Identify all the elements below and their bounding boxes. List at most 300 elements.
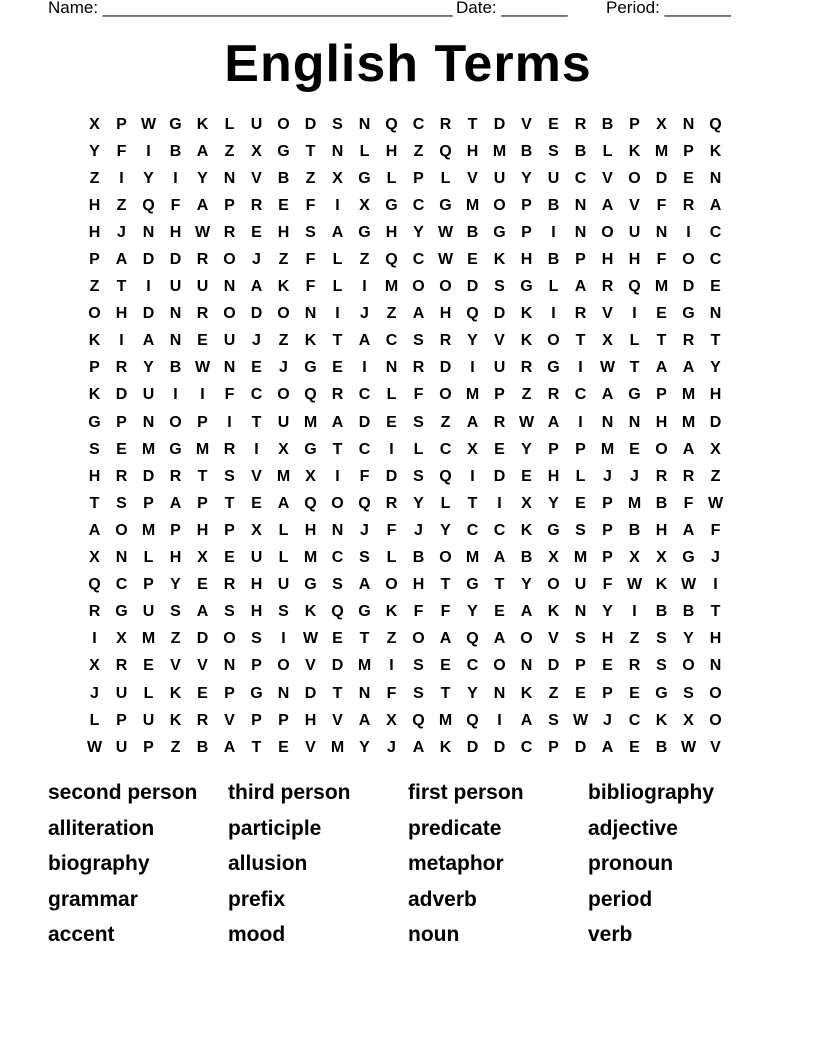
grid-letter: A [682, 359, 695, 377]
grid-letter: M [141, 521, 156, 539]
grid-letter: J [387, 738, 396, 756]
grid-letter: T [710, 603, 721, 621]
grid-letter: N [331, 142, 344, 160]
grid-letter: G [439, 196, 452, 214]
word-bank-item: participle [228, 816, 322, 840]
grid-letter: L [548, 278, 559, 296]
grid-letter: U [169, 278, 182, 296]
grid-letter: G [277, 142, 290, 160]
grid-letter: D [385, 467, 398, 485]
grid-letter: P [683, 142, 694, 160]
grid-letter: H [709, 386, 722, 404]
grid-letter: A [601, 386, 614, 404]
grid-letter: W [194, 359, 211, 377]
grid-letter: O [493, 657, 506, 675]
grid-letter: D [115, 386, 128, 404]
word-bank [48, 777, 768, 955]
grid-letter: D [493, 738, 506, 756]
grid-letter: O [331, 494, 344, 512]
grid-letter: J [603, 467, 612, 485]
grid-letter: M [141, 630, 156, 648]
grid-letter: R [682, 332, 695, 350]
grid-letter: O [439, 386, 452, 404]
grid-letter: V [602, 169, 613, 187]
grid-letter: E [251, 223, 262, 241]
grid-letter: P [602, 684, 613, 702]
grid-letter: B [547, 196, 560, 214]
grid-letter: P [224, 521, 235, 539]
grid-letter: U [277, 413, 290, 431]
grid-letter: V [251, 169, 262, 187]
grid-letter: L [278, 521, 289, 539]
grid-row [81, 219, 729, 246]
grid-letter: E [197, 684, 208, 702]
grid-letter: K [169, 711, 182, 729]
grid-letter: Z [521, 386, 532, 404]
grid-letter: V [629, 196, 640, 214]
grid-letter: X [305, 467, 316, 485]
grid-letter: G [304, 576, 317, 594]
grid-letter: T [629, 359, 640, 377]
grid-letter: I [389, 657, 394, 675]
grid-letter: O [88, 305, 101, 323]
grid-letter: A [574, 278, 587, 296]
grid-letter: U [223, 332, 236, 350]
grid-letter: O [223, 305, 236, 323]
grid-letter: U [142, 603, 155, 621]
grid-letter: U [574, 576, 587, 594]
grid-letter: L [224, 115, 235, 133]
grid-letter: T [305, 142, 316, 160]
grid-letter: K [655, 711, 668, 729]
word-bank-item: noun [408, 923, 460, 946]
grid-letter: P [224, 196, 235, 214]
grid-letter: D [439, 359, 452, 377]
grid-letter: H [601, 630, 614, 648]
grid-letter: N [331, 521, 344, 539]
grid-letter: E [575, 494, 586, 512]
grid-letter: C [412, 251, 425, 269]
grid-letter: E [224, 549, 235, 567]
grid-letter: A [493, 630, 506, 648]
grid-letter: M [654, 142, 669, 160]
grid-letter: G [628, 386, 641, 404]
grid-letter: W [680, 738, 697, 756]
grid-letter: O [412, 278, 425, 296]
grid-letter: P [521, 223, 532, 241]
grid-letter: E [494, 440, 505, 458]
grid-letter: B [628, 521, 641, 539]
grid-letter: Q [466, 305, 479, 323]
grid-letter: D [196, 630, 209, 648]
grid-letter: C [466, 521, 479, 539]
grid-letter: I [254, 440, 259, 458]
grid-letter: S [332, 576, 343, 594]
grid-letter: Y [467, 332, 478, 350]
grid-letter: D [169, 251, 182, 269]
grid-letter: H [250, 576, 263, 594]
grid-letter: L [386, 549, 397, 567]
word-bank-item: prefix [228, 887, 286, 911]
grid-letter: A [331, 223, 344, 241]
word-bank-item: bibliography [588, 781, 714, 804]
grid-letter: O [277, 115, 290, 133]
grid-letter: K [88, 386, 101, 404]
grid-letter: R [412, 359, 425, 377]
grid-letter: P [143, 576, 154, 594]
grid-letter: U [493, 359, 506, 377]
grid-row [81, 734, 729, 761]
grid-letter: I [119, 332, 124, 350]
grid-letter: R [439, 115, 452, 133]
grid-letter: F [305, 196, 316, 214]
grid-letter: F [602, 576, 613, 594]
grid-letter: I [146, 142, 151, 160]
grid-letter: X [467, 440, 478, 458]
grid-letter: Z [548, 684, 559, 702]
grid-letter: B [547, 251, 560, 269]
grid-letter: P [197, 494, 208, 512]
grid-letter: F [440, 603, 451, 621]
grid-letter: I [497, 494, 502, 512]
grid-letter: R [547, 386, 560, 404]
grid-letter: T [359, 630, 370, 648]
grid-letter: H [196, 521, 209, 539]
grid-letter: J [414, 521, 423, 539]
grid-letter: C [331, 549, 344, 567]
grid-letter: X [197, 549, 208, 567]
grid-letter: R [223, 223, 236, 241]
grid-letter: E [278, 196, 289, 214]
grid-letter: M [303, 549, 318, 567]
grid-letter: Q [439, 142, 452, 160]
grid-letter: H [88, 467, 101, 485]
grid-letter: K [277, 278, 290, 296]
grid-letter: S [413, 413, 424, 431]
grid-letter: G [250, 684, 263, 702]
grid-letter: X [359, 196, 370, 214]
grid-letter: R [223, 576, 236, 594]
grid-letter: E [467, 251, 478, 269]
grid-letter: G [466, 576, 479, 594]
grid-letter: Y [197, 169, 208, 187]
grid-letter: A [682, 440, 695, 458]
grid-letter: B [412, 549, 425, 567]
grid-letter: K [196, 115, 209, 133]
grid-letter: O [628, 169, 641, 187]
grid-letter: R [196, 711, 209, 729]
grid-letter: A [277, 494, 290, 512]
grid-letter: O [412, 630, 425, 648]
grid-letter: D [547, 657, 560, 675]
grid-letter: X [89, 657, 100, 675]
grid-letter: G [655, 684, 668, 702]
grid-letter: Z [170, 630, 181, 648]
grid-letter: N [223, 169, 236, 187]
grid-letter: D [331, 657, 344, 675]
grid-letter: B [277, 169, 290, 187]
grid-letter: W [437, 223, 454, 241]
grid-letter: R [115, 359, 128, 377]
grid-letter: I [578, 359, 583, 377]
grid-letter: F [359, 467, 370, 485]
grid-letter: I [713, 576, 718, 594]
word-bank-item: period [588, 887, 653, 911]
grid-letter: O [277, 305, 290, 323]
grid-row [81, 463, 729, 490]
grid-letter: G [88, 413, 101, 431]
grid-letter: U [250, 549, 263, 567]
grid-letter: U [547, 169, 560, 187]
grid-letter: I [173, 169, 178, 187]
grid-letter: N [709, 657, 722, 675]
grid-letter: E [575, 684, 586, 702]
grid-letter: G [682, 549, 695, 567]
grid-letter: P [548, 738, 559, 756]
grid-row [81, 382, 729, 409]
grid-letter: A [547, 413, 560, 431]
grid-letter: Q [628, 278, 641, 296]
grid-letter: H [385, 142, 398, 160]
grid-letter: P [656, 386, 667, 404]
grid-letter: N [169, 332, 182, 350]
grid-letter: L [440, 494, 451, 512]
word-bank-item: accent [48, 923, 115, 946]
grid-letter: O [547, 576, 560, 594]
grid-letter: T [332, 684, 343, 702]
grid-letter: F [413, 386, 424, 404]
grid-letter: H [466, 142, 479, 160]
grid-letter: R [655, 467, 668, 485]
grid-letter: M [573, 549, 588, 567]
grid-letter: A [88, 521, 101, 539]
grid-letter: Q [358, 494, 371, 512]
grid-letter: O [682, 657, 695, 675]
grid-letter: K [169, 684, 182, 702]
grid-letter: P [575, 440, 586, 458]
grid-letter: R [88, 603, 101, 621]
grid-letter: Z [386, 305, 397, 323]
grid-letter: E [710, 278, 721, 296]
grid-letter: M [465, 196, 480, 214]
grid-letter: X [251, 521, 262, 539]
grid-letter: K [439, 738, 452, 756]
grid-letter: F [656, 196, 667, 214]
grid-letter: V [197, 657, 208, 675]
grid-letter: O [520, 630, 533, 648]
grid-letter: R [574, 115, 587, 133]
grid-letter: H [439, 305, 452, 323]
grid-letter: X [332, 169, 343, 187]
grid-letter: N [142, 223, 155, 241]
grid-letter: P [89, 359, 100, 377]
grid-letter: D [142, 467, 155, 485]
grid-letter: D [709, 413, 722, 431]
grid-letter: W [86, 738, 103, 756]
grid-row [81, 490, 729, 517]
grid-letter: T [332, 332, 343, 350]
grid-letter: L [440, 169, 451, 187]
grid-letter: S [548, 711, 559, 729]
grid-letter: V [467, 169, 478, 187]
grid-letter: P [224, 684, 235, 702]
grid-letter: R [331, 386, 344, 404]
grid-letter: I [173, 386, 178, 404]
grid-row [81, 111, 729, 138]
grid-letter: S [575, 521, 586, 539]
grid-letter: G [169, 115, 182, 133]
grid-letter: I [92, 630, 97, 648]
grid-letter: W [599, 359, 616, 377]
grid-letter: B [655, 494, 668, 512]
grid-letter: D [466, 278, 479, 296]
grid-letter: P [89, 251, 100, 269]
word-search-grid [81, 111, 729, 761]
word-bank-item: second person [48, 781, 198, 804]
grid-letter: X [656, 549, 667, 567]
grid-row [81, 138, 729, 165]
grid-letter: V [251, 467, 262, 485]
grid-letter: L [332, 278, 343, 296]
grid-letter: T [197, 467, 208, 485]
grid-letter: S [89, 440, 100, 458]
grid-letter: N [169, 305, 182, 323]
grid-letter: E [251, 494, 262, 512]
grid-letter: P [629, 115, 640, 133]
grid-letter: N [574, 603, 587, 621]
grid-letter: S [683, 684, 694, 702]
grid-letter: P [278, 711, 289, 729]
grid-letter: K [304, 332, 317, 350]
grid-letter: E [143, 657, 154, 675]
grid-letter: D [304, 684, 317, 702]
grid-letter: D [493, 467, 506, 485]
grid-letter: L [278, 549, 289, 567]
grid-letter: N [358, 684, 371, 702]
grid-letter: I [632, 305, 637, 323]
grid-letter: K [385, 603, 398, 621]
grid-letter: G [358, 603, 371, 621]
grid-letter: Q [304, 386, 317, 404]
grid-letter: Y [440, 521, 451, 539]
grid-letter: E [683, 169, 694, 187]
grid-letter: A [439, 630, 452, 648]
grid-letter: Q [466, 630, 479, 648]
grid-letter: P [143, 738, 154, 756]
grid-letter: O [277, 657, 290, 675]
grid-letter: E [332, 359, 343, 377]
grid-letter: T [575, 332, 586, 350]
grid-letter: X [116, 630, 127, 648]
grid-letter: L [602, 142, 613, 160]
grid-letter: N [520, 657, 533, 675]
grid-letter: Q [385, 251, 398, 269]
grid-letter: A [358, 576, 371, 594]
grid-letter: S [332, 115, 343, 133]
grid-letter: E [629, 684, 640, 702]
grid-letter: S [305, 223, 316, 241]
grid-letter: Q [466, 711, 479, 729]
grid-letter: M [195, 440, 210, 458]
grid-letter: C [412, 115, 425, 133]
grid-letter: H [169, 223, 182, 241]
grid-letter: K [520, 684, 533, 702]
grid-letter: Y [413, 223, 424, 241]
grid-letter: M [276, 467, 291, 485]
grid-letter: H [277, 223, 290, 241]
grid-letter: L [629, 332, 640, 350]
grid-letter: P [116, 711, 127, 729]
grid-letter: F [413, 603, 424, 621]
grid-letter: Z [89, 169, 100, 187]
grid-letter: X [89, 115, 100, 133]
grid-letter: Y [467, 684, 478, 702]
grid-letter: N [682, 115, 695, 133]
grid-letter: U [196, 278, 209, 296]
word-bank-item: allusion [228, 852, 308, 875]
grid-letter: C [493, 521, 506, 539]
grid-letter: V [494, 332, 505, 350]
grid-letter: T [440, 684, 451, 702]
grid-letter: I [227, 413, 232, 431]
grid-letter: D [682, 278, 695, 296]
grid-letter: H [304, 521, 317, 539]
grid-letter: Z [278, 251, 289, 269]
grid-letter: L [332, 251, 343, 269]
grid-letter: Y [170, 576, 181, 594]
grid-letter: N [493, 684, 506, 702]
grid-row [81, 626, 729, 653]
grid-letter: S [170, 603, 181, 621]
grid-letter: T [116, 278, 127, 296]
grid-letter: S [413, 332, 424, 350]
grid-letter: E [629, 738, 640, 756]
grid-letter: J [360, 305, 369, 323]
grid-letter: R [115, 657, 128, 675]
grid-letter: A [682, 521, 695, 539]
grid-letter: H [655, 413, 668, 431]
grid-letter: C [709, 251, 722, 269]
grid-letter: J [603, 711, 612, 729]
grid-letter: D [250, 305, 263, 323]
grid-row [81, 707, 729, 734]
grid-row [81, 599, 729, 626]
grid-letter: H [250, 603, 263, 621]
grid-letter: V [305, 657, 316, 675]
grid-letter: H [520, 251, 533, 269]
grid-letter: A [709, 196, 722, 214]
word-bank-item: pronoun [588, 852, 674, 875]
grid-letter: R [682, 196, 695, 214]
grid-letter: Q [439, 467, 452, 485]
grid-letter: S [413, 467, 424, 485]
grid-letter: N [709, 169, 722, 187]
grid-letter: Q [709, 115, 722, 133]
grid-letter: M [330, 738, 345, 756]
grid-letter: P [197, 413, 208, 431]
grid-letter: P [170, 521, 181, 539]
grid-letter: B [466, 223, 479, 241]
grid-letter: E [197, 332, 208, 350]
grid-letter: J [360, 521, 369, 539]
grid-letter: I [119, 169, 124, 187]
word-bank-item: third person [228, 781, 351, 804]
grid-letter: H [412, 576, 425, 594]
grid-letter: A [196, 196, 209, 214]
grid-letter: X [89, 549, 100, 567]
grid-letter: K [655, 576, 668, 594]
grid-letter: U [115, 738, 128, 756]
